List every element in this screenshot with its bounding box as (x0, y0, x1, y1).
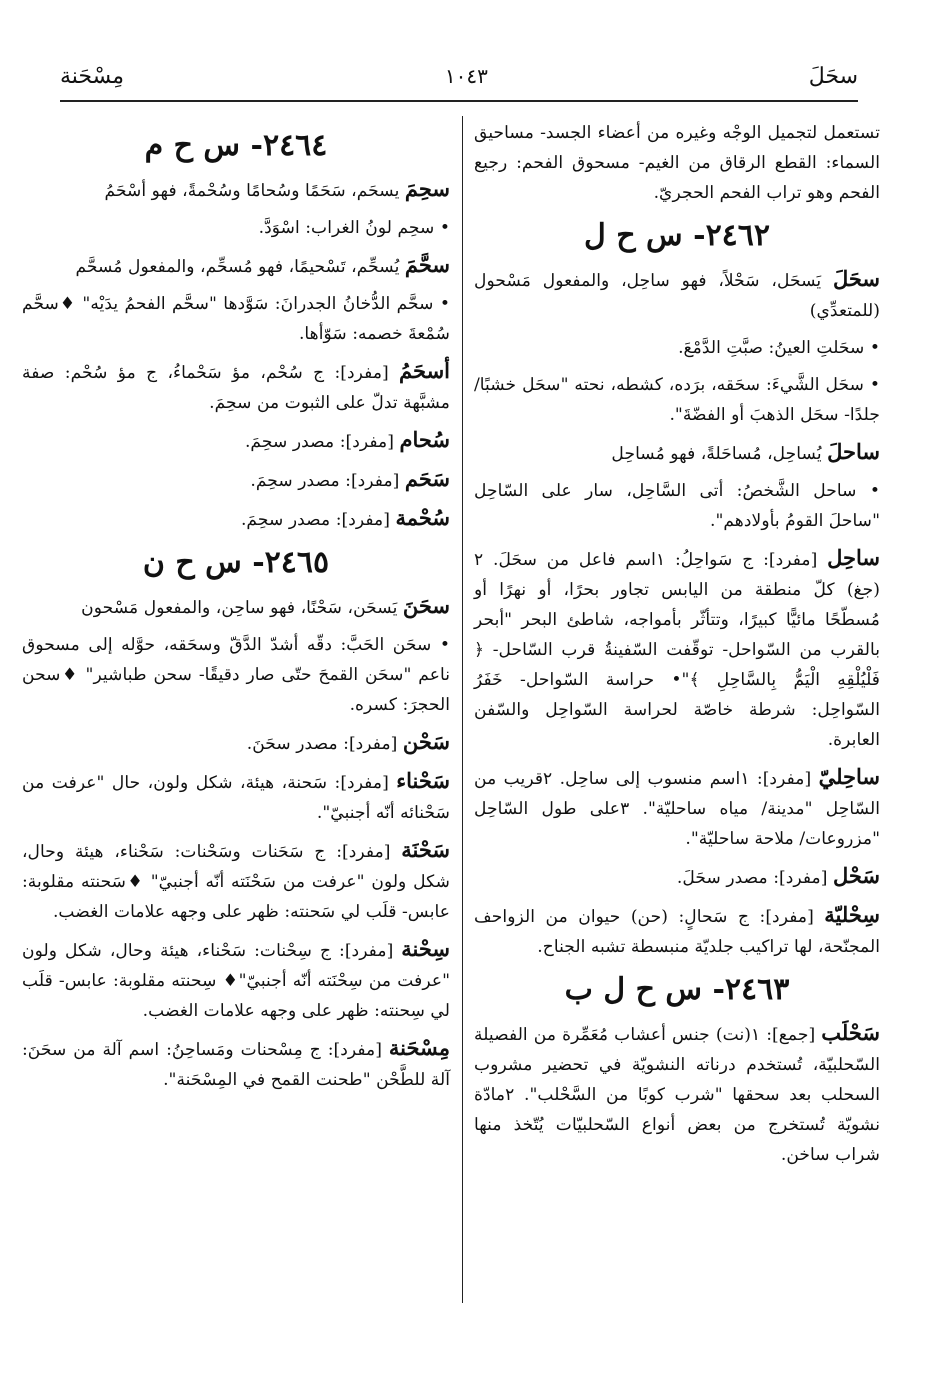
entry (22, 1033, 450, 1095)
root-heading-2462: ٢٤٦٢- س ح ل (583, 218, 771, 253)
root-heading-2463: ٢٤٦٣- س ح ل ب (564, 972, 790, 1007)
definition: • سحَّم الدُّخانُ الجدرانَ: سَوَّدها "سحَّم الفحمُ يدَيْه" ♦سحَّم سُمْعةَ خصمه: سَوّأها. (22, 294, 450, 344)
entry (22, 356, 450, 418)
entries-2465 (22, 591, 450, 1095)
headword: سحَّمَ (404, 252, 450, 277)
headword: سحَلَ (832, 266, 880, 291)
entries-2464 (22, 174, 450, 535)
entry (22, 174, 450, 206)
definition: [مفرد]: ١اسم منسوب إلى ساحِل. ٢قريب من السّاحِل "مدينة/ مياه ساحليّة". ٣على طول السّاحِل "مزروعات/ ملاحة ساحليّة". (474, 769, 881, 849)
headword: سَحْن (402, 729, 450, 754)
right-column (474, 118, 880, 1177)
headword: سَحْلَب (821, 1020, 880, 1045)
entries-2463 (474, 1018, 880, 1170)
definition: [مفرد]: ج سِحْنات: سَحْناء، هيئة وحال، شكل ولون "عرفت من سِحْنَته أنّه أجنبيّ"♦ سِحنته مقلوبة: عابس- قلَب لي سِحنته: ظهر على وجهه علامات الغضب. (22, 941, 450, 1021)
headword: سَحْنَة (401, 837, 450, 862)
entry (22, 591, 450, 623)
definition: [جمع]: ١(نت) جنس أعشاب مُعَمِّرة من الفصيلة السّحلبيّة، تُستخدم درناته النشويّة في تحضير مشروب السحلب بعد سحقها "شرب كوبًا من السَّحْلب". ٢مادّة نشويّة تُستخرج من بعض أنواع السّحلبيّات يُتّخذ منها شراب ساخن. (474, 1025, 880, 1165)
entry (474, 1018, 880, 1170)
entry (474, 762, 880, 854)
headword: ساحِل (827, 545, 880, 570)
entry (474, 370, 880, 430)
definition: يسحَم، سَحَمًا وسُحامًا وسُحْمةً، فهو أسْحَمُ (104, 181, 405, 201)
headword: سحِمَ (404, 176, 450, 201)
header-left-word: مِسْحَنة (60, 63, 125, 89)
entry (474, 333, 880, 363)
headword: ساحلَ (827, 439, 880, 464)
entry (22, 766, 450, 828)
entry (22, 464, 450, 496)
entry (474, 861, 880, 893)
entry (22, 835, 450, 927)
definition: يُسحِّم، تَسْحيمًا، فهو مُسحِّم، والمفعول مُسحَّم (75, 257, 405, 277)
definition: • سحَل الشَّيءَ: سحَقه، برَده، كشطه، نحته "سحَل خشبًا/ جلدًا- سحَل الذهبَ أو الفضّةَ". (474, 375, 880, 425)
entry (474, 900, 880, 962)
definition: [مفرد]: مصدر سحِمَ. (244, 432, 400, 452)
headword: سِحْليّة (824, 902, 880, 927)
entry (474, 543, 880, 755)
headword: سِحْنة (401, 936, 450, 961)
entry (22, 503, 450, 535)
entry (474, 476, 880, 536)
definition: يَسحَل، سَحْلاً، فهو ساحِل، والمفعول مَسْحول (للمتعدِّي) (474, 271, 880, 321)
definition: [مفرد]: مصدر سحَنَ. (246, 734, 403, 754)
definition: [مفرد]: مصدر سحِمَ. (240, 510, 396, 530)
entries-2462 (474, 264, 880, 962)
header-right-word: سحَلَ (808, 63, 858, 89)
definition: [مفرد]: ج سَحالٍ: (حن) حيوان من الزواحف المجنّحة، لها تراكيب جلديّة منبسطة تشبه الجناح. (474, 907, 880, 957)
definition: [مفرد]: ج مِسْحنات ومَساحِنُ: اسم آلة من سحَنَ: آلة للطَّحْن "طحنت القمح في المِسْحَنة". (22, 1040, 450, 1090)
definition: [مفرد]: ج سَحَنات وسَحْنات: سَحْناء، هيئة وحال، شكل ولون "عرفت من سَحْنَته أنّه أجنبيّ" ♦سَحنته مقلوبة: عابس- قلَب لي سَحنته: ظهر على وجهه علامات الغضب. (22, 842, 450, 922)
headword: سَحْل (832, 863, 880, 888)
entry (22, 934, 450, 1026)
continuation-text: تستعمل لتجميل الوجْه وغيره من أعضاء الجسد- مساحيق السماء: القطع الرقاق من الغيم- مسحوق الفحم: رجيع الفحم وهو تراب الفحم الحجريّ. (474, 123, 880, 203)
headword: سُحْمة (395, 505, 450, 530)
column-divider (462, 116, 463, 1303)
definition: • ساحل الشَّخصُ: أتى السَّاحِل، سار على السّاحِل "ساحلَ القومُ بأولادهم". (474, 481, 880, 531)
entry (22, 425, 450, 457)
entry (22, 250, 450, 282)
headword: سَحْناء (396, 768, 450, 793)
definition: [مفرد]: ج سُحْم، مؤ سَحْماءُ، ج مؤ سُحْم: صفة مشبَّهة تدلّ على الثبوت من سحِمَ. (22, 363, 450, 413)
definition: • سحِم لونُ الغراب: اسْوَدَّ. (258, 218, 450, 238)
definition: [مفرد]: مصدر سحَلَ. (676, 868, 833, 888)
definition: • سحَلتِ العينُ: صبَّتِ الدَّمْعَ. (678, 338, 880, 358)
definition: [مفرد]: سَحنة، هيئة، شكل ولون، حال "عرفت من سَحْنائه أنّه أجنبيّ". (22, 773, 450, 823)
entry (474, 264, 880, 326)
headword: ساحِليّ (818, 764, 880, 789)
definition: يَسحَن، سَحْنًا، فهو ساحِن، والمفعول مَسْحون (81, 598, 403, 618)
definition: • سحَن الحَبَّ: دقّه أشدّ الدَّقّ وسحَقه، حوَّله إلى مسحوق ناعم "سحَن القمحَ حتّى صار دقيقًا- سحن طباشير" ♦سحن الحجرَ: كسره. (22, 635, 450, 715)
entry (22, 630, 450, 720)
entry (22, 727, 450, 759)
headword: أسحَمُ (399, 358, 450, 383)
definition: [مفرد]: مصدر سحِمَ. (250, 471, 405, 491)
headword: سُحام (399, 427, 450, 452)
definition: [مفرد]: ج سَواحِلُ: ١اسم فاعل من سحَلَ. ٢ (جغ) كلّ منطقة من اليابس تجاور بحرًا، أو نهرًا أو مُسطّحًا مائيًّا كبيرًا، وتتأثّر بأمواجه، شاطئ البحر "أبحر بالقرب من السّواحل- توقّفت السّفينةُ قرب السّاحل- ﴿ فَلْيُلْقِهِ الْيَمُّ بِالسَّاحِلِ ﴾"• حراسة السّواحل- خَفَرُ السّواحِل: شرطة خاصّة لحراسة السّواحِل والسّفن العابرة. (474, 550, 880, 750)
headword: مِسْحَنة (388, 1035, 450, 1060)
headword: سَحَم (404, 466, 450, 491)
page-number: ١٠٤٣ (444, 64, 488, 88)
entry (474, 437, 880, 469)
entry (22, 213, 450, 243)
left-column (22, 118, 450, 1102)
definition: يُساحِل، مُساحَلةً، فهو مُساحِل (611, 444, 828, 464)
entry (22, 289, 450, 349)
page-header (60, 52, 858, 102)
root-heading-2464: ٢٤٦٤- س ح م (144, 128, 328, 163)
root-heading-2465: ٢٤٦٥- س ح ن (142, 545, 330, 580)
headword: سحَنَ (402, 593, 450, 618)
